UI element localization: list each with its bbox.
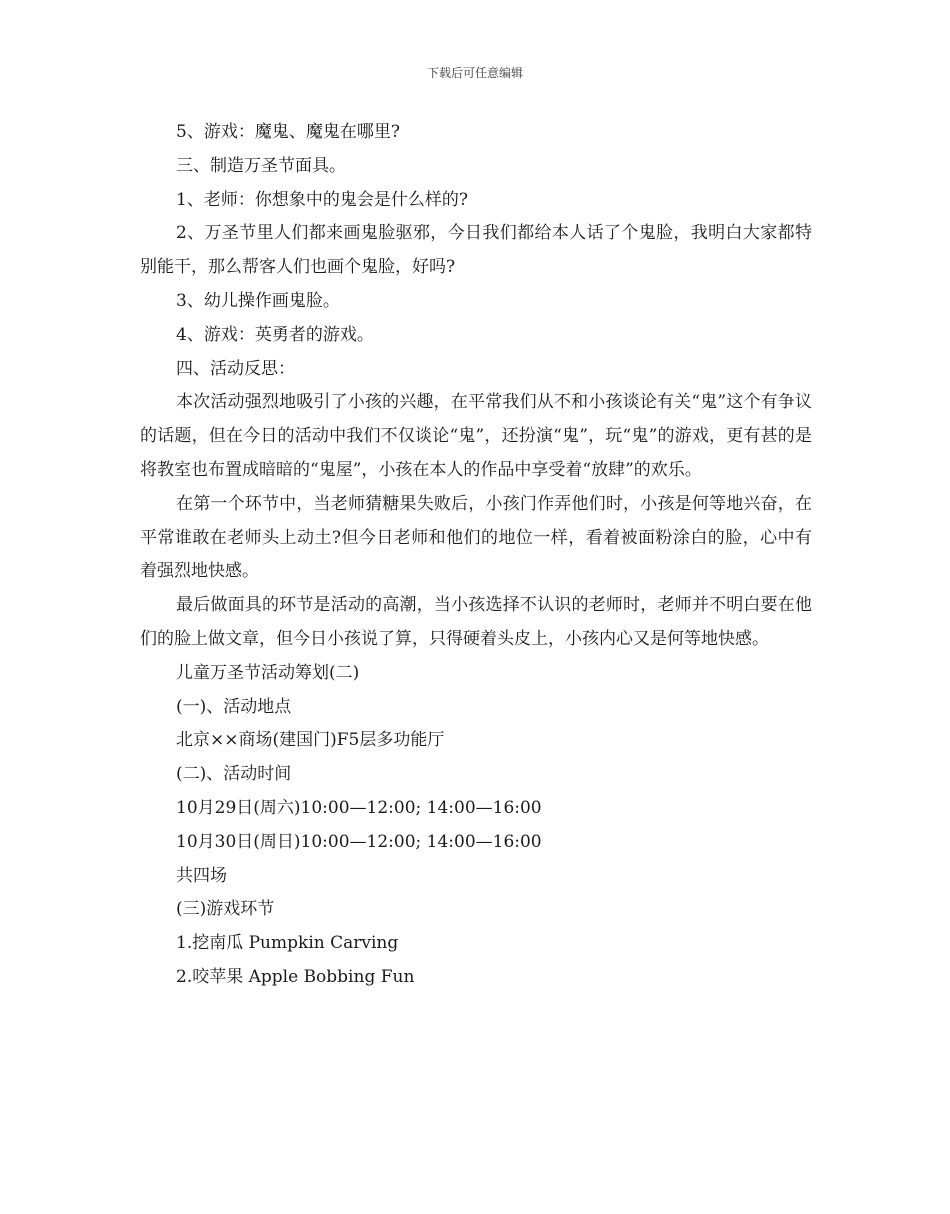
section-heading-mask: 三、制造万圣节面具。: [176, 155, 346, 176]
paragraph-time-oct29: 10月29日(周六)10:00—12:00; 14:00—16:00: [176, 797, 542, 818]
subheading-games: (三)游戏环节: [176, 899, 275, 920]
paragraph-ghost-face: 2、万圣节里人们都来画鬼脸驱邪，今日我们都给本人话了个鬼脸，我明白大家都特别能干，那么帮客人们也画个鬼脸，好吗?: [140, 223, 812, 278]
paragraph-time-oct30: 10月30日(周日)10:00—12:00; 14:00—16:00: [176, 831, 542, 852]
section-heading-reflection: 四、活动反思：: [176, 358, 295, 379]
paragraph-location: 北京××商场(建国门)F5层多功能厅: [176, 730, 445, 751]
list-item-apple-bobbing: 2.咬苹果 Apple Bobbing Fun: [176, 966, 415, 987]
paragraph-sessions: 共四场: [176, 865, 227, 886]
document-body: [140, 116, 812, 995]
paragraph-reflection-3: 最后做面具的环节是活动的高潮，当小孩选择不认识的老师时，老师并不明白要在他们的脸上做文章，但今日小孩说了算，只得硬着头皮上，小孩内心又是何等地快感。: [140, 595, 812, 649]
list-item-pumpkin-carving: 1.挖南瓜 Pumpkin Carving: [176, 933, 399, 954]
paragraph-reflection-2: 在第一个环节中，当老师猜糖果失败后，小孩门作弄他们时，小孩是何等地兴奋，在平常谁敢在老师头上动土?但今日老师和他们的地位一样，看着被面粉涂白的脸，心中有着强烈地快感。: [140, 493, 812, 582]
paragraph-kids-draw: 3、幼儿操作画鬼脸。: [176, 290, 340, 311]
section-heading-plan-two: 儿童万圣节活动筹划(二): [176, 662, 360, 683]
subheading-location: (一)、活动地点: [176, 696, 292, 717]
page-header-note: 下载后可任意编辑: [426, 66, 523, 80]
paragraph-brave-game: 4、游戏：英勇者的游戏。: [176, 324, 374, 345]
paragraph-game-devil: 5、游戏：魔鬼、魔鬼在哪里?: [176, 122, 400, 142]
paragraph-reflection-1: 本次活动强烈地吸引了小孩的兴趣，在平常我们从不和小孩谈论有关“鬼”这个有争议的话题，但在今日的活动中我们不仅谈论“鬼”，还扮演“鬼”，玩“鬼”的游戏，更有甚的是将教室也布置成暗暗的“鬼屋”，小孩在本人的作品中享受着“放肆”的欢乐。: [140, 392, 812, 480]
subheading-time: (二)、活动时间: [176, 764, 292, 785]
paragraph-teacher-question: 1、老师：你想象中的鬼会是什么样的?: [176, 189, 468, 210]
